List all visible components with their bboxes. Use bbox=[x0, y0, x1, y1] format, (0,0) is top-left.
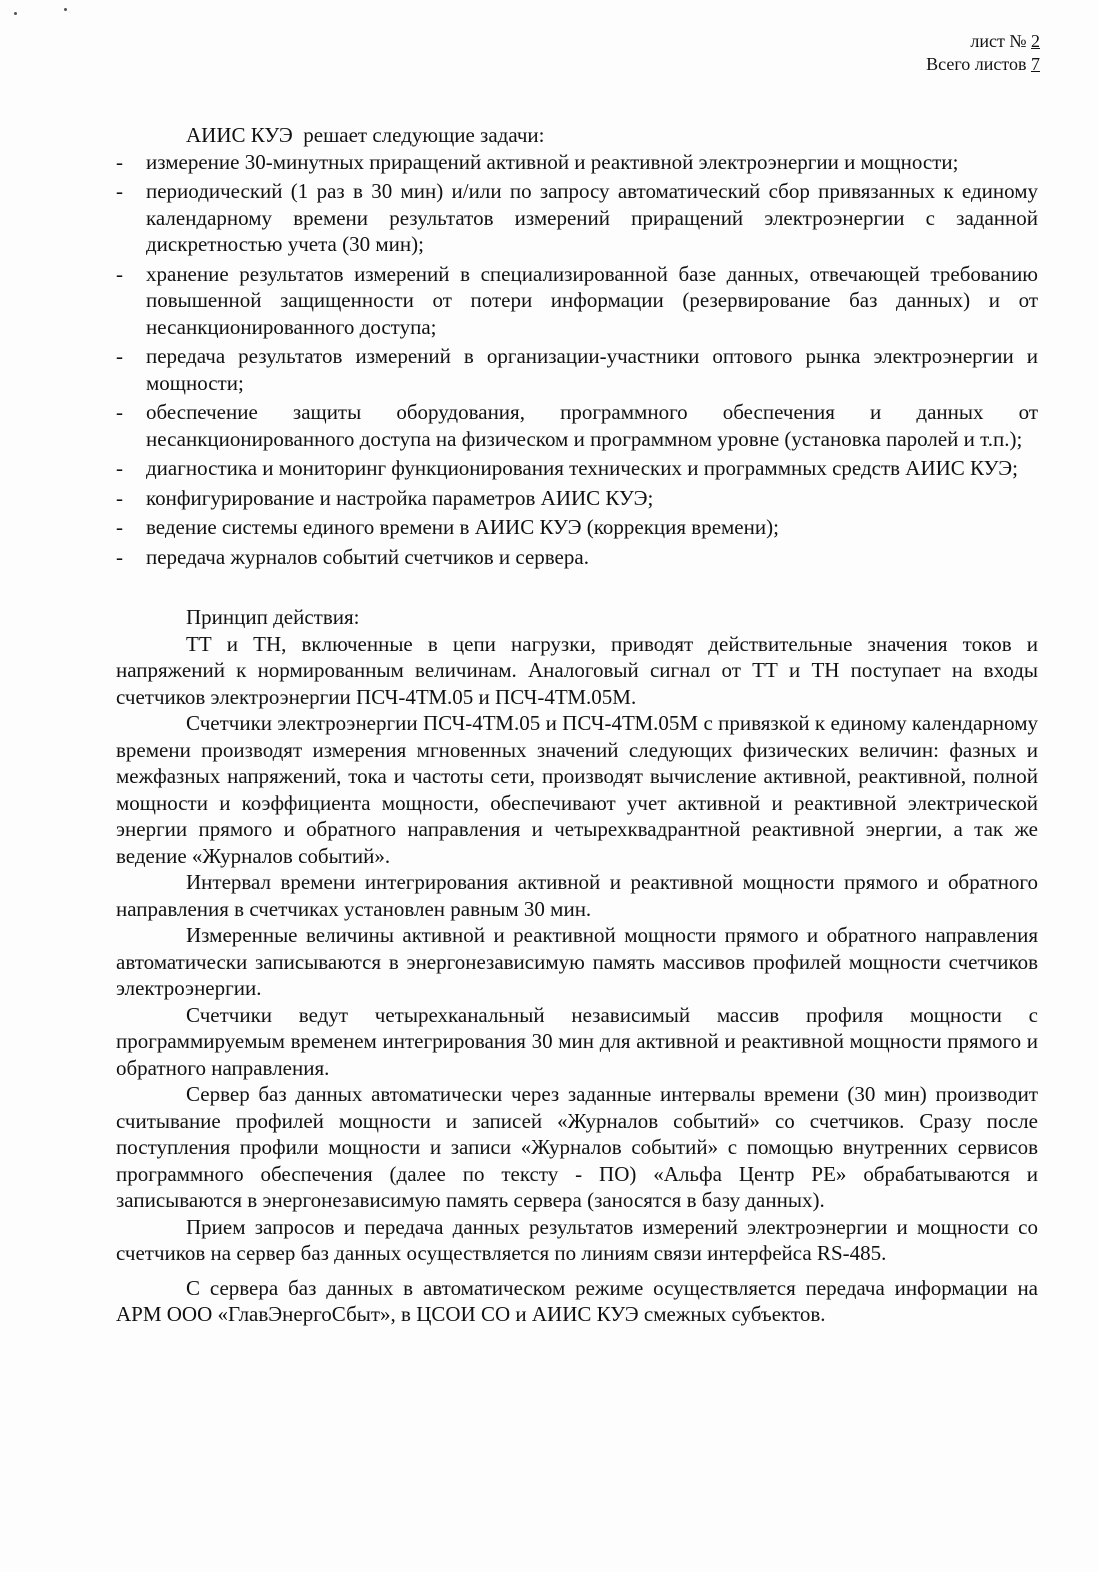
task-text: измерение 30-минутных приращений активной и реактивной электроэнергии и мощности; bbox=[146, 149, 959, 174]
dash-bullet: - bbox=[116, 456, 123, 480]
task-text: периодический (1 раз в 30 мин) и/или по запросу автоматический сбор привязанных к единому календарному времени результатов измерений приращений электроэнергии с заданной дискретностью учета (30 мин); bbox=[146, 179, 1038, 256]
dash-bullet: - bbox=[116, 400, 123, 424]
dash-bullet: - bbox=[116, 515, 123, 539]
sheet-number-line bbox=[926, 30, 1040, 53]
task-text: хранение результатов измерений в специализированной базе данных, отвечающей требованию повышенной защищенности от потери информации (резервирование баз данных) и от несанкционированного доступа; bbox=[146, 261, 1038, 339]
total-sheets-number: 7 bbox=[1031, 54, 1040, 74]
dash-bullet: - bbox=[116, 261, 123, 286]
body-paragraph: ТТ и ТН, включенные в цепи нагрузки, приводят действительные значения токов и напряжений к нормированным величинам. Аналоговый сигнал от ТТ и ТН поступает на входы счетчиков электроэнергии ПСЧ-4ТМ.05 и ПСЧ-4ТМ.05М. bbox=[116, 631, 1038, 709]
list-item bbox=[116, 178, 1038, 258]
sheet-number: 2 bbox=[1031, 31, 1040, 51]
dash-bullet: - bbox=[116, 344, 123, 368]
task-text: ведение системы единого времени в АИИС КУЭ (коррекция времени); bbox=[146, 515, 779, 539]
task-text: передача результатов измерений в организации-участники оптового рынка электроэнергии и мощности; bbox=[146, 344, 1038, 395]
sheet-header bbox=[926, 30, 1040, 76]
list-item bbox=[116, 514, 1038, 541]
body-paragraph: Прием запросов и передача данных результатов измерений электроэнергии и мощности со счетчиков на сервер баз данных осуществляется по линиям связи интерфейса RS-485. bbox=[116, 1214, 1038, 1265]
sheet-label: лист № bbox=[970, 31, 1027, 51]
dash-bullet: - bbox=[116, 149, 123, 174]
list-item bbox=[116, 399, 1038, 452]
list-item bbox=[116, 544, 1038, 571]
body-paragraph: Счетчики ведут четырехканальный независимый массив профиля мощности с программируемым временем интегрирования 30 мин для активной и реактивной мощности прямого и обратного направления. bbox=[116, 1002, 1038, 1080]
task-text: конфигурирование и настройка параметров АИИС КУЭ; bbox=[146, 485, 654, 510]
list-item bbox=[116, 343, 1038, 396]
total-sheets-line bbox=[926, 53, 1040, 76]
total-sheets-label: Всего листов bbox=[926, 54, 1027, 74]
body-paragraph: Сервер баз данных автоматически через заданные интервалы времени (30 мин) производит считывание профилей мощности и записей «Журналов событий» со счетчиков. Сразу после поступления профили мощности и записи «Журналов событий» с помощью внутренних сервисов программного обеспечения (далее по тексту - ПО) «Альфа Центр РЕ» обрабатываются и записываются в энергонезависимую память сервера (заносятся в базу данных). bbox=[116, 1082, 1038, 1212]
body-paragraph: Измеренные величины активной и реактивной мощности прямого и обратного направления автоматически записываются в энергонезависимую память массивов профилей мощности счетчиков электроэнергии. bbox=[116, 923, 1038, 1000]
list-item bbox=[116, 485, 1038, 512]
list-item bbox=[116, 261, 1038, 341]
scan-artifact-dot bbox=[64, 8, 67, 11]
task-text: передача журналов событий счетчиков и сервера. bbox=[146, 544, 589, 569]
dash-bullet: - bbox=[116, 485, 123, 510]
dash-bullet: - bbox=[116, 179, 123, 203]
task-text: обеспечение защиты оборудования, программного обеспечения и данных от несанкционированного доступа на физическом и программном уровне (установка паролей и т.п.); bbox=[146, 400, 1038, 451]
tasks-list bbox=[116, 149, 1038, 571]
body-paragraph: С сервера баз данных в автоматическом режиме осуществляется передача информации на АРМ ООО «ГлавЭнергоСбыт», в ЦСОИ СО и АИИС КУЭ смежных субъектов. bbox=[116, 1275, 1038, 1326]
dash-bullet: - bbox=[116, 544, 123, 569]
list-item bbox=[116, 455, 1038, 482]
list-item bbox=[116, 149, 1038, 176]
document-body bbox=[116, 122, 1038, 1328]
task-text: диагностика и мониторинг функционирования технических и программных средств АИИС КУЭ; bbox=[146, 456, 1018, 480]
principle-heading: Принцип действия: bbox=[186, 605, 360, 629]
body-paragraph: Интервал времени интегрирования активной и реактивной мощности прямого и обратного направления в счетчиках установлен равным 30 мин. bbox=[116, 870, 1038, 921]
scan-artifact-dot bbox=[14, 12, 17, 15]
tasks-intro: АИИС КУЭ решает следующие задачи: bbox=[186, 123, 545, 147]
body-paragraph: Счетчики электроэнергии ПСЧ-4ТМ.05 и ПСЧ-4ТМ.05М с привязкой к единому календарному времени производят измерения мгновенных значений следующих физических величин: фазных и межфазных напряжений, тока и частоты сети, производят вычисление активной, реактивной, полной мощности и коэффициента мощности, обеспечивают учет активной и реактивной электрической энергии прямого и обратного направления и четырехквадрантной реактивной энергии, а так же ведение «Журналов событий». bbox=[116, 711, 1038, 868]
